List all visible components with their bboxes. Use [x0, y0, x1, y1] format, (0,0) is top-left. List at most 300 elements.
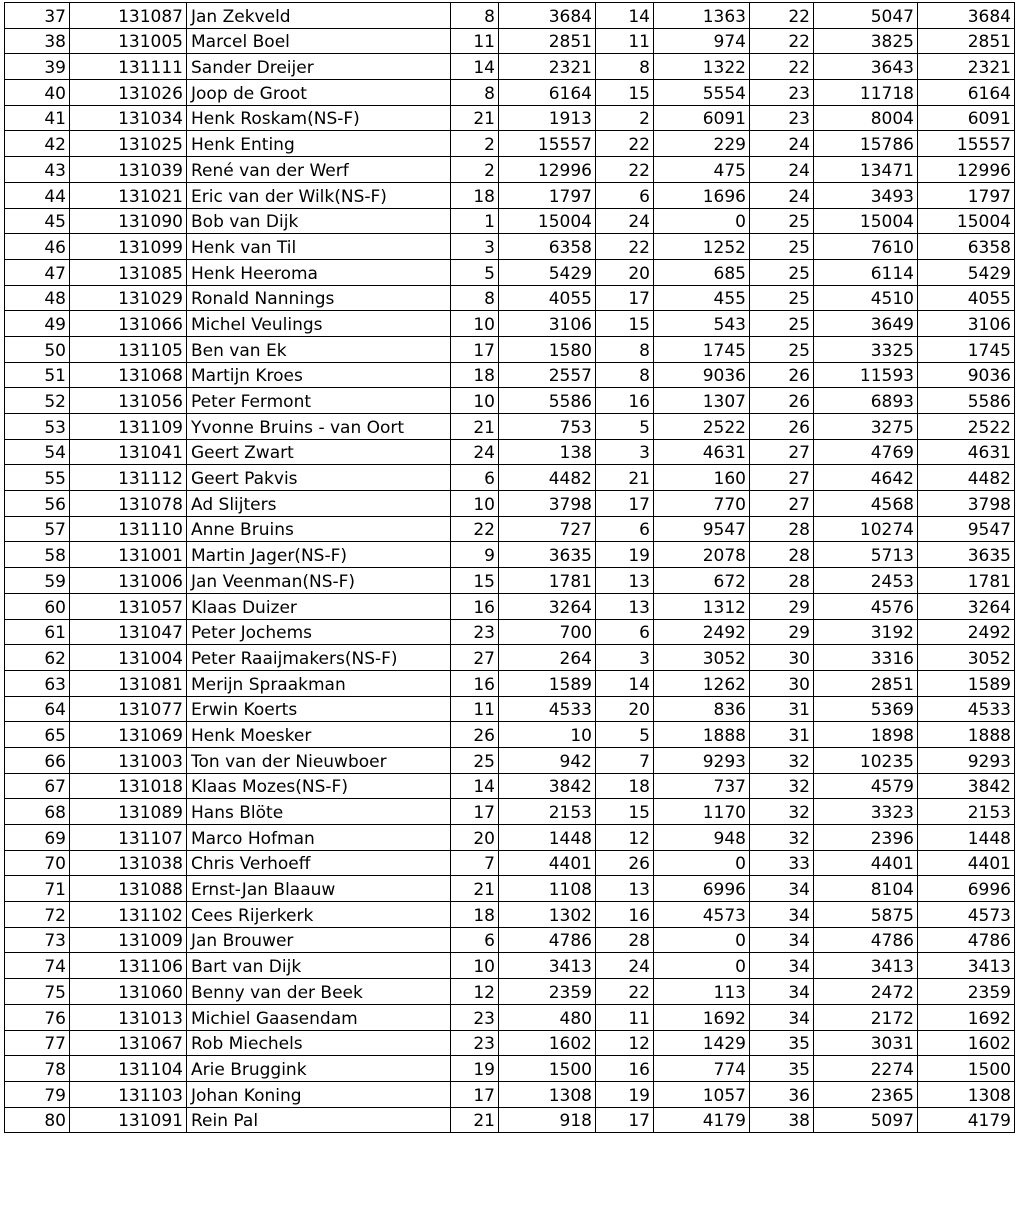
- name-cell: Michiel Gaasendam: [187, 1004, 451, 1030]
- value-cell: 17: [451, 336, 499, 362]
- value-cell: 113: [654, 979, 750, 1005]
- value-cell: 8: [596, 362, 654, 388]
- id-cell: 131090: [70, 208, 187, 234]
- value-cell: 1429: [654, 1030, 750, 1056]
- table-row: [5, 799, 1015, 825]
- value-cell: 25: [750, 311, 814, 337]
- id-cell: 131026: [70, 80, 187, 106]
- value-cell: 753: [499, 414, 596, 440]
- rank-cell: 39: [5, 54, 70, 80]
- table-row: [5, 491, 1015, 517]
- table-row: [5, 927, 1015, 953]
- value-cell: 1696: [654, 182, 750, 208]
- value-cell: 31: [750, 722, 814, 748]
- value-cell: 2172: [814, 1004, 918, 1030]
- value-cell: 27: [750, 491, 814, 517]
- value-cell: 28: [750, 542, 814, 568]
- name-cell: Benny van der Beek: [187, 979, 451, 1005]
- name-cell: Jan Veenman(NS-F): [187, 568, 451, 594]
- name-cell: Klaas Mozes(NS-F): [187, 773, 451, 799]
- value-cell: 25: [750, 259, 814, 285]
- value-cell: 10: [451, 491, 499, 517]
- value-cell: 3825: [814, 28, 918, 54]
- value-cell: 15: [451, 568, 499, 594]
- rank-cell: 75: [5, 979, 70, 1005]
- value-cell: 10: [451, 311, 499, 337]
- value-cell: 32: [750, 773, 814, 799]
- name-cell: Martin Jager(NS-F): [187, 542, 451, 568]
- value-cell: 4631: [654, 439, 750, 465]
- value-cell: 6: [451, 927, 499, 953]
- value-cell: 2522: [654, 414, 750, 440]
- value-cell: 2: [451, 157, 499, 183]
- value-cell: 8: [451, 80, 499, 106]
- value-cell: 770: [654, 491, 750, 517]
- value-cell: 1745: [918, 336, 1015, 362]
- id-cell: 131102: [70, 902, 187, 928]
- table-row: [5, 336, 1015, 362]
- value-cell: 17: [451, 1081, 499, 1107]
- value-cell: 11: [596, 1004, 654, 1030]
- value-cell: 6091: [654, 105, 750, 131]
- value-cell: 3031: [814, 1030, 918, 1056]
- value-cell: 1692: [654, 1004, 750, 1030]
- value-cell: 34: [750, 876, 814, 902]
- table-row: [5, 645, 1015, 671]
- value-cell: 32: [750, 799, 814, 825]
- rank-cell: 70: [5, 850, 70, 876]
- value-cell: 3413: [918, 953, 1015, 979]
- value-cell: 31: [750, 696, 814, 722]
- value-cell: 4769: [814, 439, 918, 465]
- value-cell: 6: [596, 619, 654, 645]
- rank-cell: 59: [5, 568, 70, 594]
- value-cell: 2359: [499, 979, 596, 1005]
- value-cell: 3413: [499, 953, 596, 979]
- id-cell: 131039: [70, 157, 187, 183]
- value-cell: 1252: [654, 234, 750, 260]
- value-cell: 15: [596, 799, 654, 825]
- value-cell: 3842: [918, 773, 1015, 799]
- value-cell: 2365: [814, 1081, 918, 1107]
- rank-cell: 54: [5, 439, 70, 465]
- value-cell: 23: [750, 105, 814, 131]
- name-cell: Joop de Groot: [187, 80, 451, 106]
- value-cell: 4482: [918, 465, 1015, 491]
- id-cell: 131103: [70, 1081, 187, 1107]
- value-cell: 1322: [654, 54, 750, 80]
- value-cell: 1781: [499, 568, 596, 594]
- rank-cell: 78: [5, 1056, 70, 1082]
- value-cell: 3275: [814, 414, 918, 440]
- value-cell: 1500: [499, 1056, 596, 1082]
- value-cell: 7: [451, 850, 499, 876]
- value-cell: 4573: [654, 902, 750, 928]
- value-cell: 19: [451, 1056, 499, 1082]
- value-cell: 21: [596, 465, 654, 491]
- rank-cell: 51: [5, 362, 70, 388]
- value-cell: 543: [654, 311, 750, 337]
- value-cell: 264: [499, 645, 596, 671]
- value-cell: 25: [750, 234, 814, 260]
- value-cell: 20: [596, 696, 654, 722]
- table-row: [5, 362, 1015, 388]
- value-cell: 0: [654, 953, 750, 979]
- value-cell: 1898: [814, 722, 918, 748]
- name-cell: Arie Bruggink: [187, 1056, 451, 1082]
- value-cell: 3: [451, 234, 499, 260]
- rank-cell: 77: [5, 1030, 70, 1056]
- value-cell: 3: [596, 439, 654, 465]
- value-cell: 21: [451, 1107, 499, 1133]
- value-cell: 6: [451, 465, 499, 491]
- value-cell: 1448: [499, 825, 596, 851]
- value-cell: 1589: [918, 670, 1015, 696]
- value-cell: 727: [499, 516, 596, 542]
- value-cell: 5713: [814, 542, 918, 568]
- value-cell: 6: [596, 182, 654, 208]
- value-cell: 918: [499, 1107, 596, 1133]
- value-cell: 9293: [918, 747, 1015, 773]
- rank-cell: 46: [5, 234, 70, 260]
- rank-cell: 66: [5, 747, 70, 773]
- value-cell: 2851: [814, 670, 918, 696]
- name-cell: Klaas Duizer: [187, 593, 451, 619]
- value-cell: 15004: [814, 208, 918, 234]
- value-cell: 10: [499, 722, 596, 748]
- value-cell: 480: [499, 1004, 596, 1030]
- value-cell: 26: [596, 850, 654, 876]
- value-cell: 15786: [814, 131, 918, 157]
- value-cell: 14: [451, 773, 499, 799]
- value-cell: 2: [451, 131, 499, 157]
- value-cell: 1589: [499, 670, 596, 696]
- value-cell: 4401: [499, 850, 596, 876]
- value-cell: 2472: [814, 979, 918, 1005]
- value-cell: 4642: [814, 465, 918, 491]
- value-cell: 700: [499, 619, 596, 645]
- table-row: [5, 825, 1015, 851]
- value-cell: 23: [451, 1030, 499, 1056]
- value-cell: 4786: [499, 927, 596, 953]
- id-cell: 131038: [70, 850, 187, 876]
- table-row: [5, 850, 1015, 876]
- value-cell: 4579: [814, 773, 918, 799]
- rank-cell: 45: [5, 208, 70, 234]
- name-cell: Johan Koning: [187, 1081, 451, 1107]
- value-cell: 2153: [499, 799, 596, 825]
- name-cell: Bob van Dijk: [187, 208, 451, 234]
- value-cell: 5586: [499, 388, 596, 414]
- value-cell: 9547: [918, 516, 1015, 542]
- rank-cell: 53: [5, 414, 70, 440]
- id-cell: 131066: [70, 311, 187, 337]
- name-cell: Henk Roskam(NS-F): [187, 105, 451, 131]
- table-row: [5, 388, 1015, 414]
- value-cell: 1308: [918, 1081, 1015, 1107]
- rank-cell: 73: [5, 927, 70, 953]
- value-cell: 2078: [654, 542, 750, 568]
- name-cell: Marcel Boel: [187, 28, 451, 54]
- value-cell: 6996: [918, 876, 1015, 902]
- table-row: [5, 1030, 1015, 1056]
- value-cell: 948: [654, 825, 750, 851]
- value-cell: 1262: [654, 670, 750, 696]
- name-cell: Bart van Dijk: [187, 953, 451, 979]
- value-cell: 5: [596, 414, 654, 440]
- value-cell: 26: [451, 722, 499, 748]
- value-cell: 35: [750, 1056, 814, 1082]
- value-cell: 1312: [654, 593, 750, 619]
- table-row: [5, 1004, 1015, 1030]
- name-cell: Yvonne Bruins - van Oort: [187, 414, 451, 440]
- value-cell: 24: [750, 182, 814, 208]
- value-cell: 3052: [654, 645, 750, 671]
- id-cell: 131105: [70, 336, 187, 362]
- table-row: [5, 80, 1015, 106]
- value-cell: 30: [750, 645, 814, 671]
- value-cell: 25: [750, 208, 814, 234]
- value-cell: 34: [750, 979, 814, 1005]
- value-cell: 21: [451, 876, 499, 902]
- value-cell: 25: [750, 336, 814, 362]
- value-cell: 2492: [654, 619, 750, 645]
- value-cell: 19: [596, 542, 654, 568]
- value-cell: 11593: [814, 362, 918, 388]
- value-cell: 2321: [499, 54, 596, 80]
- value-cell: 10: [451, 388, 499, 414]
- value-cell: 5: [596, 722, 654, 748]
- value-cell: 34: [750, 927, 814, 953]
- value-cell: 2396: [814, 825, 918, 851]
- id-cell: 131078: [70, 491, 187, 517]
- value-cell: 1888: [654, 722, 750, 748]
- id-cell: 131112: [70, 465, 187, 491]
- value-cell: 23: [451, 1004, 499, 1030]
- id-cell: 131006: [70, 568, 187, 594]
- value-cell: 16: [451, 670, 499, 696]
- value-cell: 4631: [918, 439, 1015, 465]
- name-cell: Rein Pal: [187, 1107, 451, 1133]
- id-cell: 131110: [70, 516, 187, 542]
- value-cell: 9: [451, 542, 499, 568]
- value-cell: 25: [451, 747, 499, 773]
- value-cell: 836: [654, 696, 750, 722]
- value-cell: 16: [596, 902, 654, 928]
- value-cell: 2851: [499, 28, 596, 54]
- id-cell: 131003: [70, 747, 187, 773]
- rank-cell: 80: [5, 1107, 70, 1133]
- name-cell: Peter Fermont: [187, 388, 451, 414]
- value-cell: 15004: [499, 208, 596, 234]
- value-cell: 9036: [654, 362, 750, 388]
- value-cell: 5369: [814, 696, 918, 722]
- id-cell: 131107: [70, 825, 187, 851]
- value-cell: 6: [596, 516, 654, 542]
- value-cell: 4510: [814, 285, 918, 311]
- value-cell: 16: [596, 1056, 654, 1082]
- value-cell: 33: [750, 850, 814, 876]
- value-cell: 8004: [814, 105, 918, 131]
- value-cell: 22: [596, 234, 654, 260]
- value-cell: 16: [451, 593, 499, 619]
- value-cell: 1781: [918, 568, 1015, 594]
- table-row: [5, 157, 1015, 183]
- value-cell: 17: [596, 285, 654, 311]
- value-cell: 18: [451, 182, 499, 208]
- value-cell: 4786: [918, 927, 1015, 953]
- value-cell: 18: [451, 902, 499, 928]
- id-cell: 131067: [70, 1030, 187, 1056]
- id-cell: 131005: [70, 28, 187, 54]
- value-cell: 1057: [654, 1081, 750, 1107]
- value-cell: 2274: [814, 1056, 918, 1082]
- table-row: [5, 28, 1015, 54]
- value-cell: 6893: [814, 388, 918, 414]
- results-body: [5, 3, 1015, 1133]
- value-cell: 24: [451, 439, 499, 465]
- value-cell: 1745: [654, 336, 750, 362]
- value-cell: 3684: [918, 3, 1015, 29]
- value-cell: 6114: [814, 259, 918, 285]
- value-cell: 11718: [814, 80, 918, 106]
- value-cell: 4568: [814, 491, 918, 517]
- value-cell: 28: [750, 516, 814, 542]
- value-cell: 12: [596, 825, 654, 851]
- rank-cell: 68: [5, 799, 70, 825]
- value-cell: 24: [596, 208, 654, 234]
- rank-cell: 49: [5, 311, 70, 337]
- value-cell: 1: [451, 208, 499, 234]
- table-row: [5, 670, 1015, 696]
- value-cell: 4179: [918, 1107, 1015, 1133]
- name-cell: Chris Verhoeff: [187, 850, 451, 876]
- value-cell: 3325: [814, 336, 918, 362]
- rank-cell: 74: [5, 953, 70, 979]
- name-cell: Jan Brouwer: [187, 927, 451, 953]
- value-cell: 36: [750, 1081, 814, 1107]
- table-row: [5, 182, 1015, 208]
- id-cell: 131085: [70, 259, 187, 285]
- id-cell: 131106: [70, 953, 187, 979]
- table-row: [5, 311, 1015, 337]
- name-cell: Henk Moesker: [187, 722, 451, 748]
- id-cell: 131109: [70, 414, 187, 440]
- value-cell: 1913: [499, 105, 596, 131]
- name-cell: Anne Bruins: [187, 516, 451, 542]
- rank-cell: 72: [5, 902, 70, 928]
- value-cell: 22: [596, 131, 654, 157]
- id-cell: 131087: [70, 3, 187, 29]
- value-cell: 8: [451, 3, 499, 29]
- value-cell: 22: [750, 28, 814, 54]
- table-row: [5, 439, 1015, 465]
- value-cell: 12996: [499, 157, 596, 183]
- table-row: [5, 54, 1015, 80]
- value-cell: 5586: [918, 388, 1015, 414]
- rank-cell: 40: [5, 80, 70, 106]
- name-cell: René van der Werf: [187, 157, 451, 183]
- id-cell: 131004: [70, 645, 187, 671]
- value-cell: 11: [596, 28, 654, 54]
- value-cell: 4576: [814, 593, 918, 619]
- id-cell: 131069: [70, 722, 187, 748]
- value-cell: 22: [750, 3, 814, 29]
- value-cell: 16: [596, 388, 654, 414]
- value-cell: 4401: [814, 850, 918, 876]
- value-cell: 27: [750, 439, 814, 465]
- table-row: [5, 696, 1015, 722]
- value-cell: 2522: [918, 414, 1015, 440]
- name-cell: Ben van Ek: [187, 336, 451, 362]
- rank-cell: 79: [5, 1081, 70, 1107]
- value-cell: 1500: [918, 1056, 1015, 1082]
- value-cell: 14: [596, 670, 654, 696]
- value-cell: 14: [596, 3, 654, 29]
- value-cell: 35: [750, 1030, 814, 1056]
- id-cell: 131068: [70, 362, 187, 388]
- value-cell: 2359: [918, 979, 1015, 1005]
- value-cell: 2321: [918, 54, 1015, 80]
- value-cell: 4179: [654, 1107, 750, 1133]
- name-cell: Henk Enting: [187, 131, 451, 157]
- table-row: [5, 516, 1015, 542]
- rank-cell: 44: [5, 182, 70, 208]
- id-cell: 131041: [70, 439, 187, 465]
- id-cell: 131021: [70, 182, 187, 208]
- value-cell: 17: [451, 799, 499, 825]
- value-cell: 12: [451, 979, 499, 1005]
- rank-cell: 76: [5, 1004, 70, 1030]
- value-cell: 9547: [654, 516, 750, 542]
- value-cell: 29: [750, 619, 814, 645]
- name-cell: Ad Slijters: [187, 491, 451, 517]
- value-cell: 1602: [918, 1030, 1015, 1056]
- value-cell: 14: [451, 54, 499, 80]
- value-cell: 11: [451, 28, 499, 54]
- id-cell: 131056: [70, 388, 187, 414]
- id-cell: 131111: [70, 54, 187, 80]
- table-row: [5, 773, 1015, 799]
- name-cell: Henk Heeroma: [187, 259, 451, 285]
- value-cell: 0: [654, 927, 750, 953]
- value-cell: 10274: [814, 516, 918, 542]
- value-cell: 27: [750, 465, 814, 491]
- value-cell: 3: [596, 645, 654, 671]
- value-cell: 3684: [499, 3, 596, 29]
- value-cell: 27: [451, 645, 499, 671]
- rank-cell: 60: [5, 593, 70, 619]
- table-row: [5, 414, 1015, 440]
- name-cell: Eric van der Wilk(NS-F): [187, 182, 451, 208]
- name-cell: Rob Miechels: [187, 1030, 451, 1056]
- value-cell: 15004: [918, 208, 1015, 234]
- value-cell: 12996: [918, 157, 1015, 183]
- value-cell: 672: [654, 568, 750, 594]
- table-row: [5, 465, 1015, 491]
- value-cell: 4786: [814, 927, 918, 953]
- value-cell: 3649: [814, 311, 918, 337]
- value-cell: 18: [451, 362, 499, 388]
- value-cell: 7: [596, 747, 654, 773]
- rank-cell: 47: [5, 259, 70, 285]
- table-row: [5, 568, 1015, 594]
- value-cell: 4055: [499, 285, 596, 311]
- value-cell: 10235: [814, 747, 918, 773]
- rank-cell: 52: [5, 388, 70, 414]
- table-row: [5, 902, 1015, 928]
- rank-cell: 48: [5, 285, 70, 311]
